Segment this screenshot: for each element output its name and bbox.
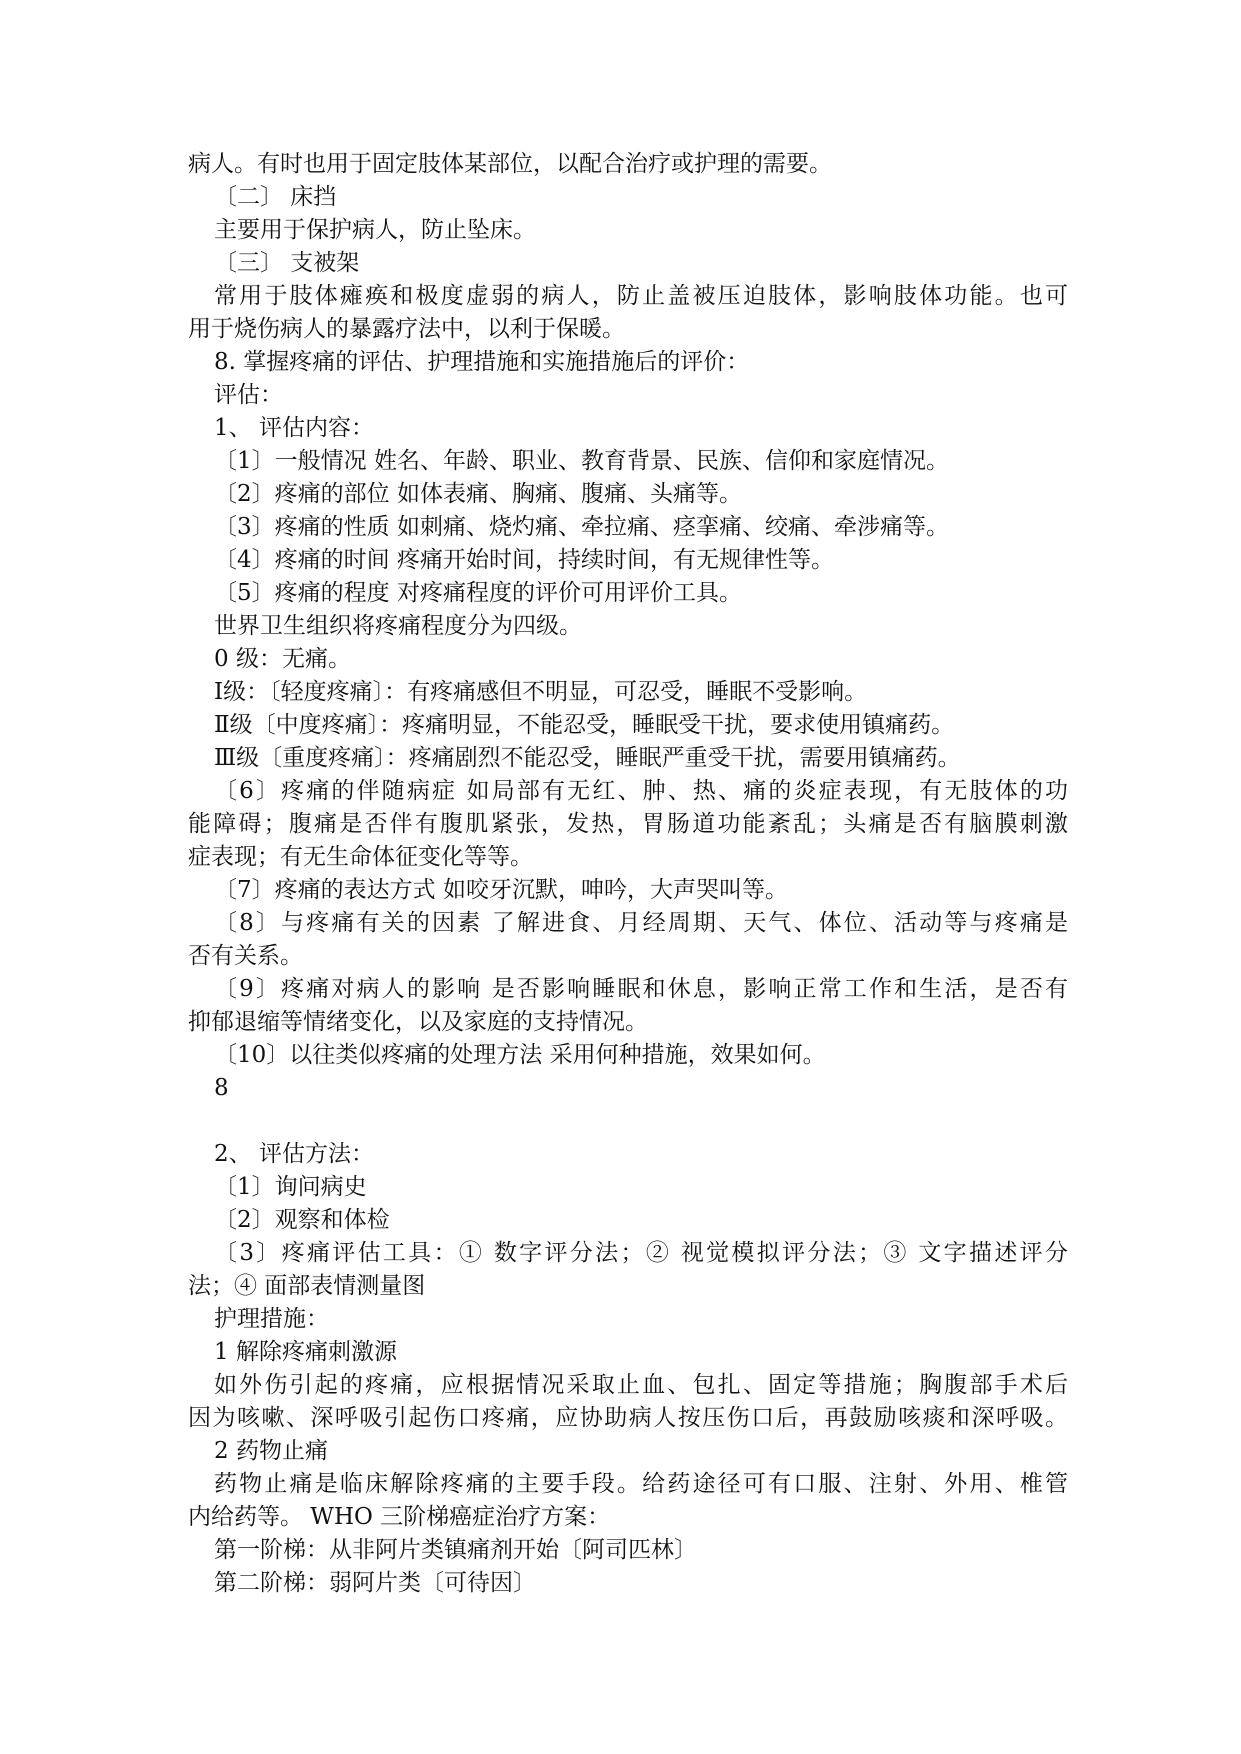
text-line: 〔8〕与疼痛有关的因素 了解进食、月经周期、天气、体位、活动等与疼痛是	[214, 910, 1068, 936]
text-line: Ⅲ级〔重度疼痛〕：疼痛剧烈不能忍受，睡眠严重受干扰，需要用镇痛药。	[214, 745, 961, 771]
text-line: 能障碍；腹痛是否伴有腹肌紧张，发热，胃肠道功能紊乱；头痛是否有脑膜刺激	[188, 811, 1068, 837]
text-line: 〔7〕疼痛的表达方式 如咬牙沉默，呻吟，大声哭叫等。	[214, 877, 788, 903]
text-line: 8	[214, 1075, 229, 1101]
text-line: 〔6〕疼痛的伴随病症 如局部有无红、肿、热、痛的炎症表现，有无肢体的功	[214, 778, 1068, 804]
text-line: 1、 评估内容：	[214, 415, 374, 441]
document-body	[188, 148, 1068, 1600]
text-line: 主要用于保护病人，防止坠床。	[214, 217, 536, 243]
text-line: 〔10〕以往类似疼痛的处理方法 采用何种措施，效果如何。	[214, 1042, 826, 1068]
text-line: 抑郁退缩等情绪变化，以及家庭的支持情况。	[188, 1009, 648, 1035]
text-line: 〔二〕 床挡	[214, 184, 337, 210]
text-line: 否有关系。	[188, 943, 303, 969]
text-line: 内给药等。 WHO 三阶梯癌症治疗方案：	[188, 1504, 611, 1530]
text-line: 2 药物止痛	[214, 1438, 328, 1464]
text-line: 药物止痛是临床解除疼痛的主要手段。给药途径可有口服、注射、外用、椎管	[214, 1471, 1068, 1497]
text-line: Ⅱ级〔中度疼痛〕：疼痛明显，不能忍受，睡眠受干扰，要求使用镇痛药。	[214, 712, 955, 738]
text-line: 因为咳嗽、深呼吸引起伤口疼痛，应协助病人按压伤口后，再鼓励咳痰和深呼吸。	[188, 1405, 1068, 1431]
text-line: 〔4〕疼痛的时间 疼痛开始时间，持续时间，有无规律性等。	[214, 547, 834, 573]
text-line: 症表现；有无生命体征变化等等。	[188, 844, 533, 870]
text-line: 评估：	[214, 382, 283, 408]
text-line: Ⅰ级：〔轻度疼痛〕：有疼痛感但不明显，可忍受，睡眠不受影响。	[214, 679, 868, 705]
text-line: 0 级：无痛。	[214, 646, 351, 672]
text-line: 2、 评估方法：	[214, 1141, 374, 1167]
text-line: 〔1〕询问病史	[214, 1174, 367, 1200]
text-line: 常用于肢体瘫痪和极度虚弱的病人，防止盖被压迫肢体，影响肢体功能。也可	[214, 283, 1068, 309]
text-line: 〔2〕观察和体检	[214, 1207, 390, 1233]
text-line: 如外伤引起的疼痛，应根据情况采取止血、包扎、固定等措施；胸腹部手术后	[214, 1372, 1068, 1398]
text-line: 〔2〕疼痛的部位 如体表痛、胸痛、腹痛、头痛等。	[214, 481, 742, 507]
text-line: 法；④ 面部表情测量图	[188, 1273, 426, 1299]
text-line: 护理措施：	[214, 1306, 329, 1332]
text-line: 〔9〕疼痛对病人的影响 是否影响睡眠和休息，影响正常工作和生活，是否有	[214, 976, 1068, 1002]
text-line: 〔3〕疼痛评估工具：① 数字评分法；② 视觉模拟评分法；③ 文字描述评分	[214, 1240, 1068, 1266]
text-line: 〔1〕一般情况 姓名、年龄、职业、教育背景、民族、信仰和家庭情况。	[214, 448, 949, 474]
text-line: 1 解除疼痛刺激源	[214, 1339, 397, 1365]
text-line: 〔三〕 支被架	[214, 250, 360, 276]
text-line: 第一阶梯：从非阿片类镇痛剂开始〔阿司匹林〕	[214, 1537, 697, 1563]
text-line: 病人。有时也用于固定肢体某部位，以配合治疗或护理的需要。	[188, 151, 832, 177]
blank-line	[188, 1105, 1068, 1138]
text-line: 第二阶梯：弱阿片类〔可待因〕	[214, 1570, 536, 1596]
text-line: 〔3〕疼痛的性质 如刺痛、烧灼痛、牵拉痛、痉挛痛、绞痛、牵涉痛等。	[214, 514, 949, 540]
text-line: 〔5〕疼痛的程度 对疼痛程度的评价可用评价工具。	[214, 580, 742, 606]
text-line: 8. 掌握疼痛的评估、护理措施和实施措施后的评价：	[214, 349, 750, 375]
text-line: 世界卫生组织将疼痛程度分为四级。	[214, 613, 582, 639]
text-line: 用于烧伤病人的暴露疗法中，以利于保暖。	[188, 316, 625, 342]
